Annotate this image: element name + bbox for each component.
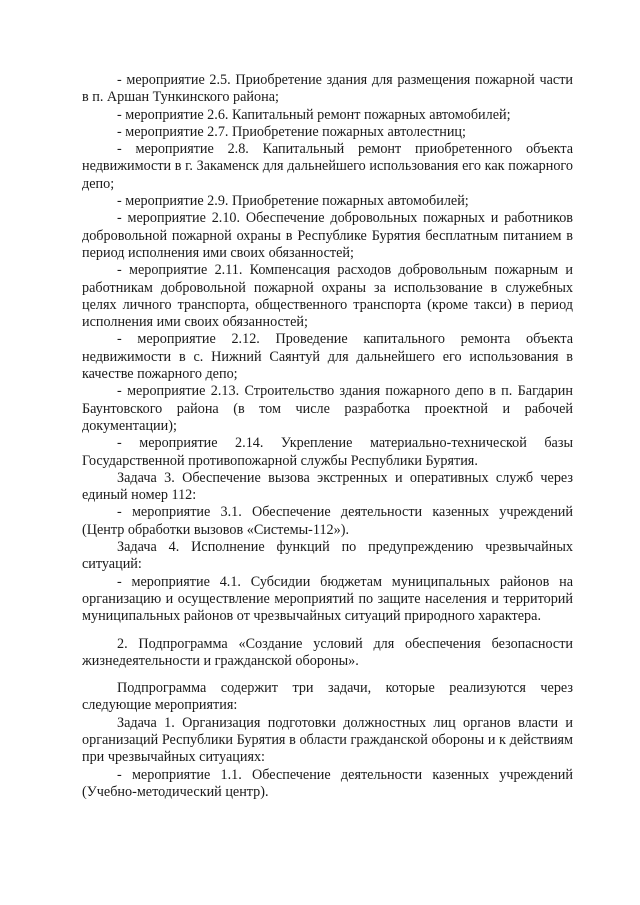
paragraph-measure-2-5: - мероприятие 2.5. Приобретение здания для размещения пожарной части в п. Аршан Тункинского района; [82,72,573,106]
paragraph-measure-2-13: - мероприятие 2.13. Строительство здания пожарного депо в п. Багдарин Баунтовского района (в том числе разработка проектной и рабочей документации); [82,383,573,434]
paragraph-measure-2-6: - мероприятие 2.6. Капитальный ремонт пожарных автомобилей; [117,106,511,123]
paragraph-measure-4-1: - мероприятие 4.1. Субсидии бюджетам муниципальных районов на организацию и осуществление мероприятий по защите населения и территорий муниципальных районов от чрезвычайных ситуаций природного характера. [82,573,573,625]
paragraph-measure-2-12: - мероприятие 2.12. Проведение капитального ремонта объекта недвижимости в с. Нижний Саянтуй для дальнейшего его использования в качестве пожарного депо; [82,331,573,383]
paragraph-task-3: Задача 3. Обеспечение вызова экстренных и оперативных служб через единый номер 112: [82,469,573,504]
paragraph-measure-2-11: - мероприятие 2.11. Компенсация расходов добровольным пожарным и работникам добровольной пожарной охраны за использование в служебных целях личного транспорта, общественного транспорта (кроме такси) в период исполнения ими своих обязанностей; [82,262,573,331]
paragraph-measure-2-9: - мероприятие 2.9. Приобретение пожарных автомобилей; [117,193,469,210]
paragraph-measure-2-14: - мероприятие 2.14. Укрепление материально-технической базы Государственной противопожарной службы Республики Бурятия. [82,435,573,469]
document-body [82,72,573,801]
paragraph-subprogram-2-heading: 2. Подпрограмма «Создание условий для обеспечения безопасности жизнедеятельности и гражданской обороны». [82,635,573,669]
paragraph-task-1: Задача 1. Организация подготовки должностных лиц органов власти и организаций Республики Бурятия в области гражданской обороны и к действиям при чрезвычайных ситуациях: [82,714,573,766]
paragraph-measure-3-1: - мероприятие 3.1. Обеспечение деятельности казенных учреждений (Центр обработки вызовов «Системы-112»). [82,504,573,538]
paragraph-measure-2-8: - мероприятие 2.8. Капитальный ремонт приобретенного объекта недвижимости в г. Закаменск для дальнейшего использования его как пожарного депо; [82,141,573,192]
paragraph-subprogram-intro: Подпрограмма содержит три задачи, которые реализуются через следующие мероприятия: [82,680,573,714]
paragraph-measure-2-7: - мероприятие 2.7. Приобретение пожарных автолестниц; [117,123,466,140]
paragraph-measure-2-10: - мероприятие 2.10. Обеспечение добровольных пожарных и работников добровольной пожарной охраны в Республике Бурятия бесплатным питанием в период исполнения ими своих обязанностей; [82,210,573,261]
paragraph-measure-1-1: - мероприятие 1.1. Обеспечение деятельности казенных учреждений (Учебно-методический центр). [82,766,573,800]
paragraph-task-4: Задача 4. Исполнение функций по предупреждению чрезвычайных ситуаций: [82,539,573,573]
